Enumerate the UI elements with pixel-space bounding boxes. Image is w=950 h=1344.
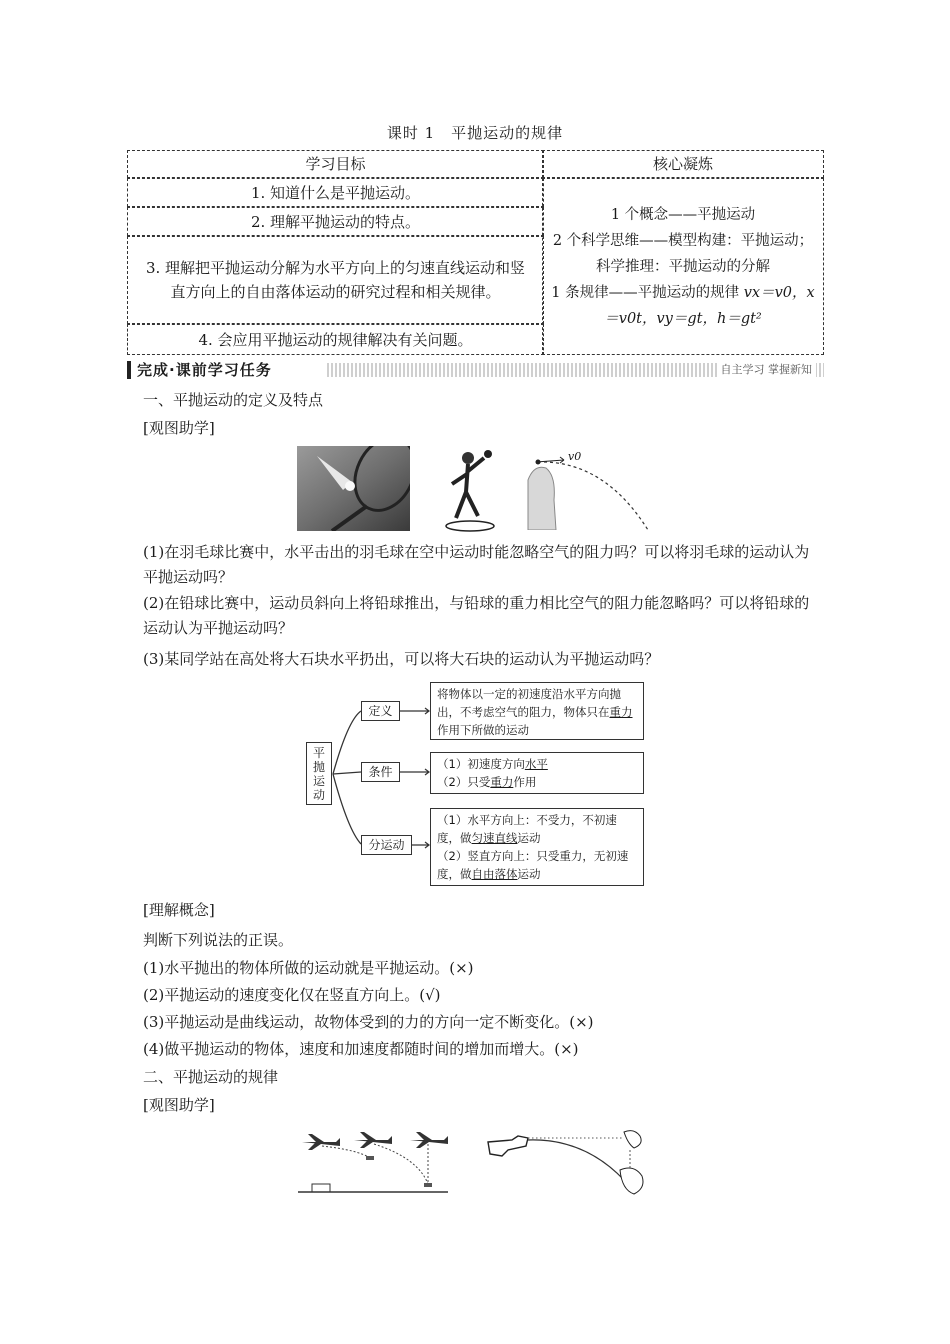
section1-heading: 一、平抛运动的定义及特点 [143,391,324,409]
flow-definition-text [430,682,644,740]
goals-table [127,150,824,355]
flow-definition-a: 将物体以一定的初速度沿水平方向抛出，不考虑空气的阻力，物体只在 [437,687,621,719]
judge-item: (1)水平抛出的物体所做的运动就是平抛运动。(×) [143,959,474,977]
goal-item: 3. 理解把平抛运动分解为水平方向上的匀速直线运动和竖直方向上的自由落体运动的研究过程和相关规律。 [127,236,544,324]
section2-heading: 二、平抛运动的规律 [143,1068,279,1086]
banner-tag: 自主学习 掌握新知 [717,361,817,377]
airplane-drop-figure [298,1128,450,1196]
flow-condition-1u: 水平 [524,757,548,771]
flow-sub-2a: （2）竖直方向上：只受重力，无初速度，做 [437,849,629,881]
core-header: 核心凝炼 [542,150,824,178]
section2-observe: [观图助学] [143,1096,215,1114]
flow-sub-1 [437,811,637,847]
core-content [542,178,824,355]
question-3: (3)某同学站在高处将大石块水平扔出，可以将大石块的运动认为平抛运动吗？ [143,650,660,668]
flow-condition-1 [437,755,637,773]
hunter-squirrel-figure [484,1128,654,1198]
flow-condition-2b: 作用 [513,775,537,789]
v0-label: v0 [568,450,582,463]
flow-diagram [303,680,648,890]
question-2: (2)在铅球比赛中，运动员斜向上将铅球推出，与铅球的重力相比空气的阻力能忽略吗？可以将铅球的运动认为平抛运动吗？ [143,594,810,637]
core-line-3 [547,280,819,332]
core-formula: vx＝v0，x＝v0t，vy＝gt，h＝gt² [604,284,815,327]
flow-condition-2a: （2）只受 [437,775,491,789]
flow-sub-text [430,808,644,886]
flow-condition-text [430,752,644,794]
flow-sub-1a: （1）水平方向上：不受力，不初速度，做 [437,813,617,845]
judge-item: (2)平抛运动的速度变化仅在竖直方向上。(√) [143,986,441,1004]
flow-sub-label: 分运动 [361,835,412,855]
badminton-photo [297,446,410,531]
flow-sub-2 [437,847,637,883]
lesson-title: 课时 1 平抛运动的规律 [386,124,564,142]
flow-sub-2u: 自由落体 [471,867,518,881]
flow-sub-2b: 运动 [517,867,541,881]
core-line-3-prefix: 1 条规律——平抛运动的规律 [551,284,744,301]
flow-sub-1b: 运动 [517,831,541,845]
flow-root-char: 动 [312,787,325,802]
judge-item: (3)平抛运动是曲线运动，故物体受到的力的方向一定不断变化。(×) [143,1013,594,1031]
core-line-1: 1 个概念——平抛运动 [610,206,756,223]
shot-put-figure [440,448,502,532]
section1-observe: [观图助学] [143,419,215,437]
core-column [542,150,824,355]
flow-condition-label: 条件 [361,762,400,782]
flow-definition-label: 定义 [361,701,400,721]
banner-bar [127,361,131,379]
flow-root-char: 抛 [312,759,325,774]
flow-definition-b: 作用下所做的运动 [437,723,529,737]
flow-root [306,742,332,805]
goal-item: 1. 知道什么是平抛运动。 [127,178,544,207]
flow-condition-1a: （1）初速度方向 [437,757,525,771]
section-banner [127,359,824,381]
goals-column [127,150,542,355]
flow-definition-u: 重力 [609,705,633,719]
understand-heading: [理解概念] [143,901,215,919]
flow-root-char: 平 [312,745,325,760]
banner-label: 完成·课前学习任务 [137,361,272,379]
question-1: (1)在羽毛球比赛中，水平击出的羽毛球在空中运动时能忽略空气的阻力吗？可以将羽毛球的运动认为平抛运动吗？ [143,543,810,586]
stone-throw-figure [524,450,652,530]
flow-root-char: 运 [312,773,325,788]
core-line-2: 2 个科学思维——模型构建：平抛运动；科学推理：平抛运动的分解 [552,232,814,275]
judge-item: (4)做平抛运动的物体，速度和加速度都随时间的增加而增大。(×) [143,1040,579,1058]
flow-sub-1u: 匀速直线 [471,831,518,845]
flow-condition-2u: 重力 [490,775,514,789]
flow-condition-2 [437,773,637,791]
understand-intro: 判断下列说法的正误。 [143,931,294,949]
goals-header: 学习目标 [127,150,544,178]
goal-item: 4. 会应用平抛运动的规律解决有关问题。 [127,324,544,355]
goal-item: 2. 理解平抛运动的特点。 [127,207,544,236]
